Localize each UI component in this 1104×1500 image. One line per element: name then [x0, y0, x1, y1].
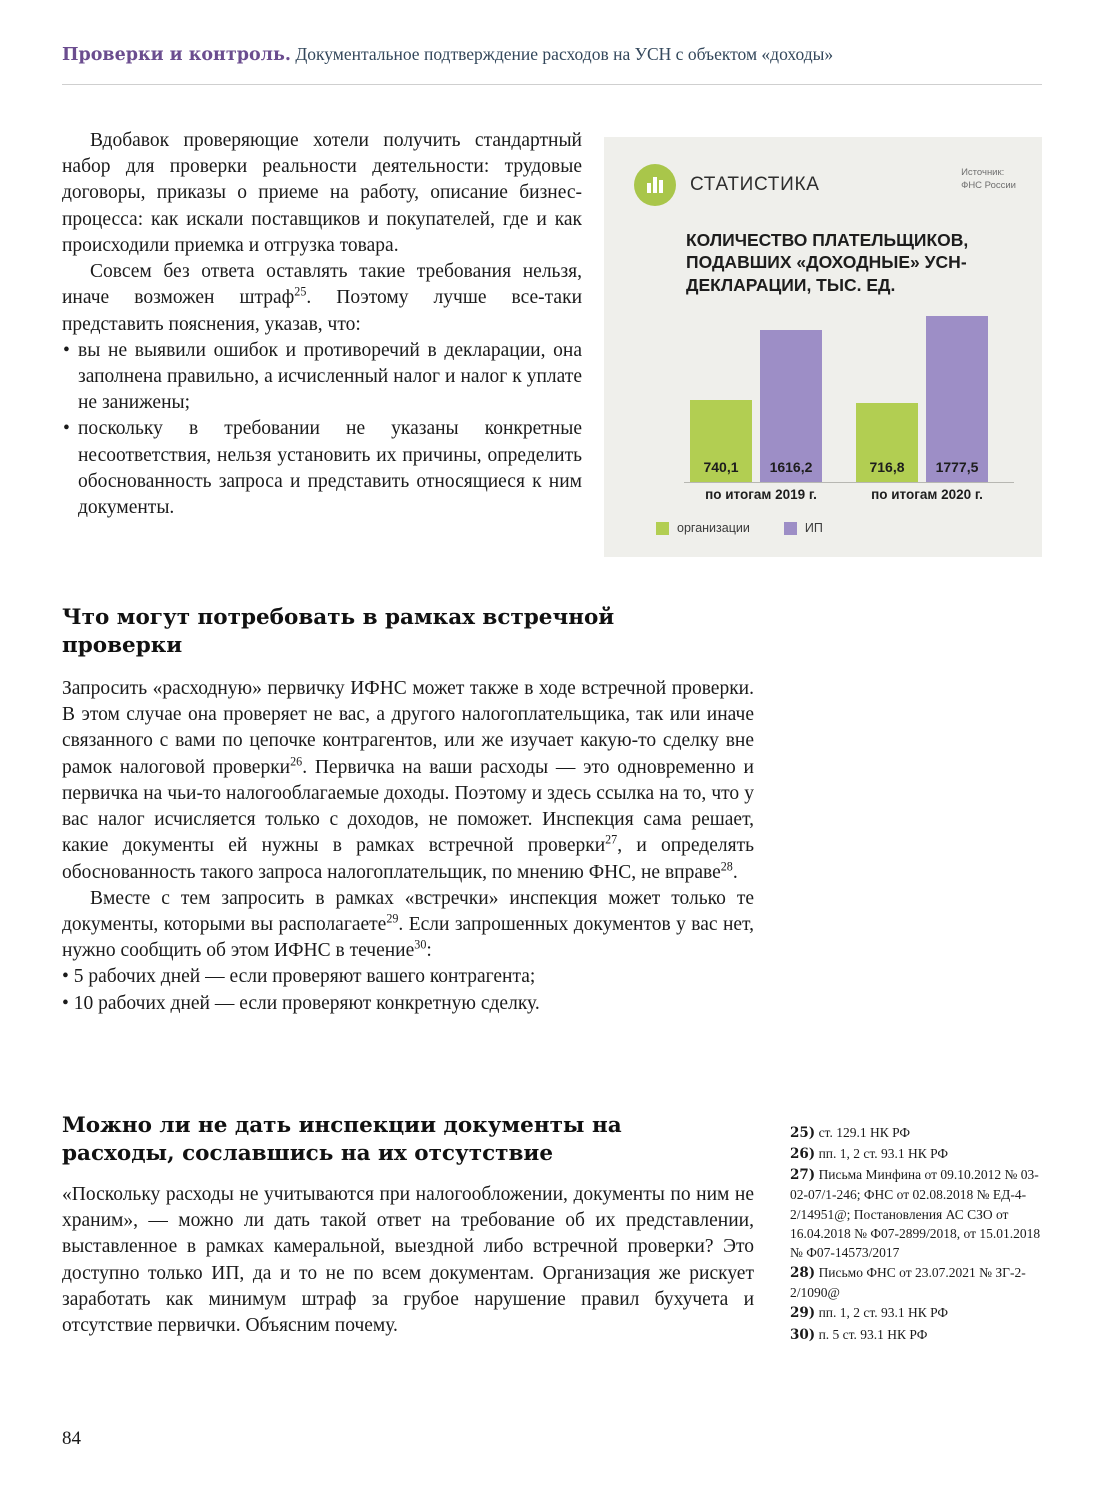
- section-1-body: [62, 676, 754, 1017]
- running-head-rubric: Проверки и контроль.: [62, 45, 291, 65]
- bar-ip-2019: [760, 330, 822, 482]
- footnote-number: 28): [790, 1265, 816, 1282]
- footnote-25: [790, 1123, 1045, 1143]
- footnote-26: [790, 1144, 1045, 1164]
- footnote-ref-29: 29: [386, 911, 399, 926]
- list-item: • вы не выявили ошибок и противоречий в декларации, она заполнена правильно, а исчисленный налог и налог к уплате не занижены;: [62, 338, 582, 417]
- legend-label: ИП: [804, 521, 823, 535]
- legend-swatch-icon: [656, 522, 669, 535]
- chart-category-labels: [634, 487, 1014, 509]
- legend-item-organizations: [656, 521, 750, 535]
- section-heading-1: Что могут потребовать в рамках встречной проверки: [62, 605, 615, 658]
- footnote-ref-27: 27: [605, 832, 618, 847]
- section2-paragraph-1: «Поскольку расходы не учитываются при налогообложении, документы по ним не храним», — можно ли дать такой ответ на требование об их представлении, выставленное в рамках камеральной, выездной либо встречной проверки? Это доступно только ИП, да и то не по всем документам. Организация же рискует заработать как минимум штраф за грубое нарушение правил бухучета и отсутствие первички. Объясним почему.: [62, 1184, 754, 1337]
- section-heading-2: Можно ли не дать инспекции документы на расходы, сославшись на их отсутствие: [62, 1113, 622, 1166]
- statistics-panel: [604, 137, 1042, 557]
- footnote-ref-28: 28: [720, 859, 733, 874]
- bar-ip-2020: [926, 316, 988, 482]
- footnote-number: 26): [790, 1146, 816, 1163]
- chart-baseline: [684, 482, 1014, 483]
- list-item: • поскольку в требовании не указаны конкретные несоответствия, нельзя установить их причины, определить обоснованность запроса и представить относящиеся к ним документы.: [62, 416, 582, 521]
- bar-org-2020: [856, 403, 918, 482]
- footnote-number: 25): [790, 1125, 816, 1141]
- footnote-text: п. 5 ст. 93.1 НК РФ: [818, 1326, 928, 1342]
- footnotes-column: [790, 1123, 1045, 1346]
- footnote-number: 27): [790, 1167, 816, 1184]
- source-line-2: ФНС России: [961, 179, 1016, 191]
- section1-paragraph-1: [62, 676, 754, 886]
- footnote-ref-30: 30: [414, 937, 427, 952]
- paragraph-1: Вдобавок проверяющие хотели получить стандартный набор для проверки реальности деятельности: трудовые договоры, приказы о приеме на работу, описание бизнес-процесса: как искали поставщиков и покупателей, где и как происходили приемка и отгрузка товара.: [62, 130, 582, 256]
- header-divider: [62, 84, 1042, 85]
- chart-group-2020: [852, 304, 1002, 482]
- paragraph-2: [62, 259, 582, 338]
- footnote-30: [790, 1325, 1045, 1345]
- s1p1-c: , и определять обоснованность такого запроса налогоплательщик, по мнению ФНС, не вправе: [62, 835, 754, 883]
- footnote-text: пп. 1, 2 ст. 93.1 НК РФ: [818, 1146, 949, 1162]
- chart-title: КОЛИЧЕСТВО ПЛАТЕЛЬЩИКОВ, ПОДАВШИХ «ДОХОДНЫЕ» УСН-ДЕКЛАРАЦИИ, ТЫС. ЕД.: [686, 230, 969, 295]
- section-2-body: [62, 1182, 754, 1339]
- bar-chart-icon: [634, 164, 676, 206]
- running-head: [62, 44, 1042, 66]
- legend-item-ip: [784, 521, 823, 535]
- footnote-27: [790, 1165, 1045, 1262]
- category-label-2019: по итогам 2019 г.: [705, 487, 817, 502]
- footnote-29: [790, 1303, 1045, 1323]
- bar-value-label: 740,1: [703, 459, 739, 475]
- intro-text-column: [62, 128, 582, 521]
- paragraph-2-part-b: . Поэтому лучше все-таки представить пояснения, указав, что:: [62, 287, 582, 335]
- s1p1-d: .: [732, 861, 738, 883]
- bar-chart: [634, 305, 1014, 505]
- footnote-ref-26: 26: [290, 754, 303, 769]
- section1-bullet-1: • 5 рабочих дней — если проверяют вашего контрагента;: [62, 966, 536, 988]
- intro-bullet-list: [62, 338, 582, 522]
- footnote-28: [790, 1263, 1045, 1302]
- section1-bullet-2: • 10 рабочих дней — если проверяют конкретную сделку.: [62, 992, 540, 1014]
- s1p2-c: :: [426, 940, 432, 962]
- bar-value-label: 1777,5: [935, 459, 979, 475]
- statistics-source: [961, 167, 1016, 192]
- chart-group-2019: [686, 304, 836, 482]
- bar-value-label: 1616,2: [769, 459, 813, 475]
- footnote-number: 29): [790, 1305, 816, 1322]
- footnote-text: Письма Минфина от 09.10.2012 № 03-02-07/1-246; ФНС от 02.08.2018 № ЕД-4-2/14951@; Постановления АС СЗО от 16.04.2018 № Ф07-2899/2018, от 15.01.2018 № Ф07-14573/2017: [790, 1167, 1041, 1260]
- chart-plot-area: [634, 305, 1014, 483]
- running-head-subject: Документальное подтверждение расходов на УСН с объектом «доходы»: [295, 44, 834, 64]
- footnote-text: ст. 129.1 НК РФ: [818, 1125, 911, 1140]
- statistics-header: [634, 164, 820, 206]
- s1p2-b: . Если запрошенных документов у вас нет, нужно сообщить об этом ИФНС в течение: [62, 913, 754, 962]
- category-label-2020: по итогам 2020 г.: [871, 487, 983, 502]
- legend-swatch-icon: [784, 522, 797, 535]
- bar-org-2019: [690, 400, 752, 482]
- bar-value-label: 716,8: [869, 459, 905, 475]
- footnote-ref-25: 25: [294, 284, 307, 299]
- s1p1-a: Запросить «расходную» первичку ИФНС может также в ходе встречной проверки. В этом случае она проверяет не вас, а другого налогоплательщика, так или иначе связанного с вами по цепочке контрагентов, или же изучает какую-то сделку вне рамок налоговой проверки: [62, 678, 754, 778]
- footnote-text: пп. 1, 2 ст. 93.1 НК РФ: [818, 1305, 949, 1321]
- legend-label: организации: [677, 521, 750, 535]
- chart-legend: [656, 521, 823, 535]
- s1p1-b: . Первичка на ваши расходы — это одновременно и первичка на чьи-то налогооблагаемые доходы. Поэтому и здесь ссылка на то, что у вас налог исчисляется только с доходов, не поможет. Инспекция сама решает, какие документы ей нужны в рамках встречной проверки: [62, 756, 754, 857]
- paragraph-2-part-a: Совсем без ответа оставлять такие требования нельзя, иначе возможен штраф: [62, 261, 582, 309]
- footnote-text: Письмо ФНС от 23.07.2021 № ЗГ-2-2/1090@: [790, 1265, 1026, 1301]
- statistics-badge-label: СТАТИСТИКА: [690, 174, 820, 195]
- section1-paragraph-2: [62, 886, 754, 965]
- s1p2-a: Вместе с тем запросить в рамках «встречки» инспекция может только те документы, которыми вы располагаете: [62, 887, 754, 935]
- page-number: 84: [62, 1428, 81, 1449]
- footnote-number: 30): [790, 1326, 816, 1343]
- source-line-1: Источник:: [961, 167, 1005, 178]
